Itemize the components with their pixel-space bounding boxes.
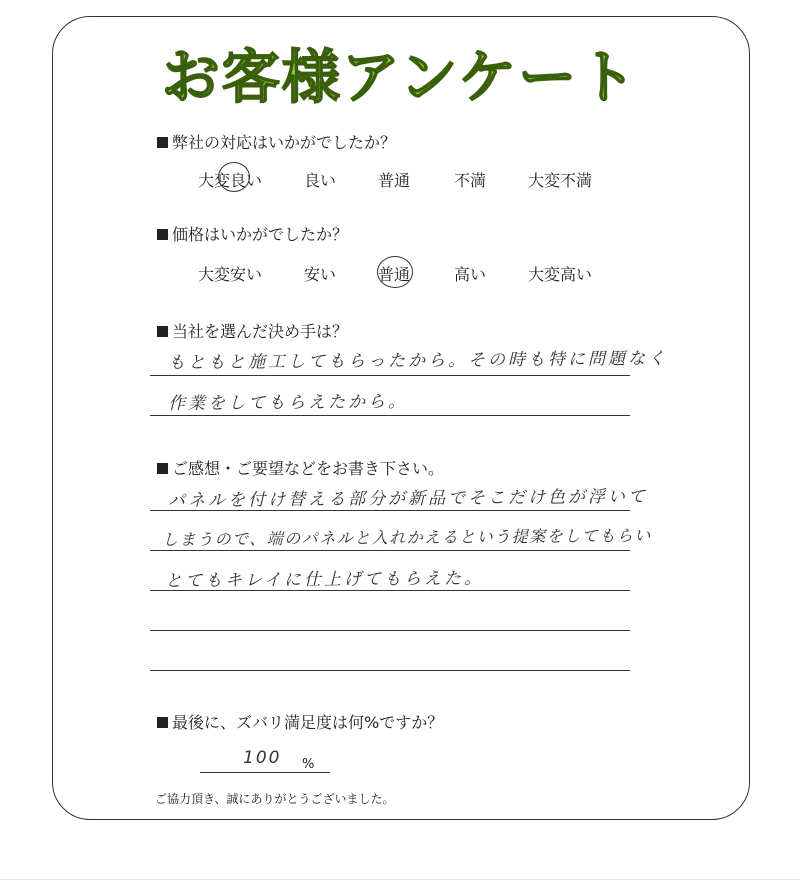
q2-option-1[interactable]: 大変安い [198, 265, 263, 284]
bullet-square-icon [157, 326, 168, 337]
satisfaction-rule [200, 772, 330, 773]
q4-answer-rule-3 [150, 590, 630, 591]
q4-answer-rule-4 [150, 630, 630, 631]
question-1-label: 弊社の対応はいかがでしたか？ [172, 133, 397, 152]
question-2-label: 価格はいかがでしたか？ [172, 225, 349, 244]
bullet-square-icon [157, 717, 168, 728]
q3-answer-line-2: 作業をしてもらえたから。 [167, 391, 409, 415]
q1-option-5[interactable]: 大変不満 [528, 171, 593, 190]
q2-option-4[interactable]: 高い [454, 265, 487, 284]
thank-you-footer: ご協力頂き、誠にありがとうございました。 [155, 792, 395, 806]
question-4 [157, 456, 444, 479]
q1-option-2[interactable]: 良い [304, 171, 337, 190]
q2-option-3[interactable]: 普通 [378, 265, 411, 284]
question-1 [157, 130, 396, 153]
q1-option-1[interactable]: 大変良い [198, 171, 263, 190]
question-5-label: 最後に、ズバリ満足度は何%ですか？ [172, 713, 444, 732]
page-bottom-divider [0, 879, 800, 880]
q4-answer-line-2: しまうので、端のパネルと入れかえるという提案をしてもらい [161, 525, 652, 550]
question-3-label: 当社を選んだ決め手は？ [172, 322, 349, 341]
bullet-square-icon [157, 463, 168, 474]
q3-answer-rule-1 [150, 375, 630, 376]
q2-option-5[interactable]: 大変高い [528, 265, 593, 284]
q3-answer-rule-2 [150, 415, 630, 416]
bullet-square-icon [157, 137, 168, 148]
question-5 [157, 710, 443, 733]
q2-option-2[interactable]: 安い [304, 265, 337, 284]
q1-option-4[interactable]: 不満 [454, 171, 487, 190]
q4-answer-line-3: とてもキレイに仕上げてもらえた。 [164, 568, 485, 592]
bullet-square-icon [157, 229, 168, 240]
q2-selection-circle [377, 256, 413, 288]
question-3 [157, 319, 348, 342]
q4-answer-rule-2 [150, 550, 630, 551]
question-2 [157, 222, 348, 245]
q4-answer-rule-5 [150, 670, 630, 671]
percent-unit: % [302, 757, 315, 772]
survey-title: お客様アンケート [161, 43, 639, 111]
q1-option-3[interactable]: 普通 [378, 171, 411, 190]
question-4-label: ご感想・ご要望などをお書き下さい。 [172, 459, 445, 478]
satisfaction-value[interactable]: 100 [243, 748, 282, 768]
q3-answer-line-1: もともと施工してもらったから。その時も特に問題なく [167, 348, 669, 374]
q1-selection-circle [218, 162, 250, 192]
q4-answer-rule-1 [150, 510, 630, 511]
q4-answer-line-1: パネルを付け替える部分が新品でそこだけ色が浮いて [167, 486, 649, 512]
